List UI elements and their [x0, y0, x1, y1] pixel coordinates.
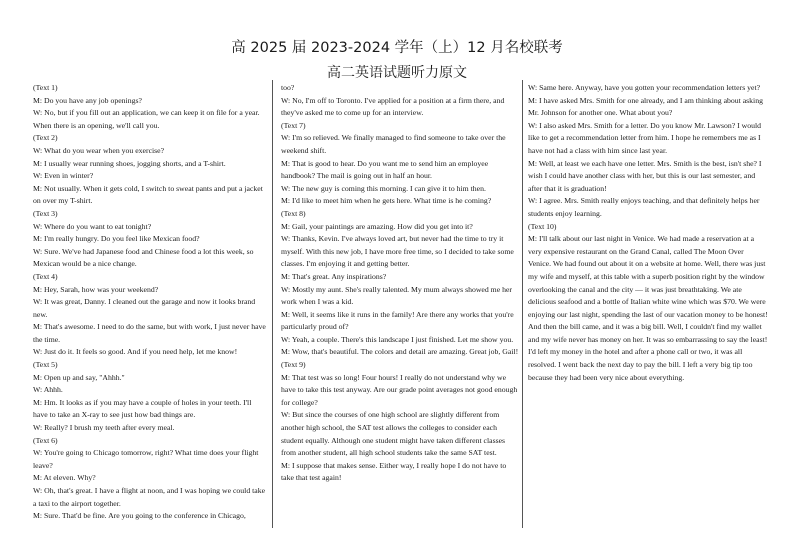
transcript-line: M: Not usually. When it gets cold, I switch to sweat pants and put a jacket on over my T-shirt. — [33, 183, 263, 206]
transcript-line: W: Really? I brush my teeth after every meal. — [33, 423, 175, 433]
transcript-line: W: I'm so relieved. We finally managed to find someone to take over the weekend shift. — [281, 133, 506, 155]
transcript-line: W: You're going to Chicago tomorrow, right? What time does your flight leave? — [33, 448, 259, 470]
transcript-line: W: No, I'm off to Toronto. I've applied for a position at a firm there, and they've asked me to come up for an interview. — [281, 95, 505, 118]
transcript-line: M: Hm. It looks as if you may have a couple of holes in your teeth. I'll have to take an X-ray to see just how bad things are. — [33, 397, 252, 420]
transcript-line: (Text 4) — [33, 271, 58, 281]
transcript-line: M: Well, at least we each have one letter. Mrs. Smith is the best, isn't she? I wish I could have another class with her, but this is our last semester, and after that it is graduation! — [528, 158, 762, 193]
transcript-line: (Text 2) — [33, 133, 58, 143]
transcript-line: W: Where do you want to eat tonight? — [33, 221, 152, 231]
transcript-line: M: I usually wear running shoes, jogging shorts, and a T-shirt. — [33, 158, 226, 168]
transcript-line: W: But since the courses of one high school are slightly different from another high school, the SAT test allows the colleges to consider each student equally. Although one student might have taken different classes from another student, all high school students take the same SAT test. — [281, 410, 506, 458]
transcript-line: (Text 10) — [528, 221, 557, 231]
transcript-column-1 — [33, 82, 267, 530]
transcript-line: M: I'd like to meet him when he gets here. What time is he coming? — [281, 196, 492, 206]
transcript-line: M: Sure. That'd be fine. Are you going to the conference in Chicago, — [33, 511, 246, 521]
transcript-line: (Text 3) — [33, 208, 58, 218]
transcript-line: M: That test was so long! Four hours! I really do not understand why we have to take this test anyway. Are our grade point averages not good enough for college? — [281, 372, 518, 407]
page-subtitle: 高二英语试题听力原文 — [327, 65, 467, 81]
transcript-line: M: That's great. Any inspirations? — [281, 271, 387, 281]
transcript-line: W: The new guy is coming this morning. I can give it to him then. — [281, 183, 486, 193]
transcript-line: M: I'm really hungry. Do you feel like Mexican food? — [33, 234, 200, 244]
transcript-column-2 — [281, 82, 519, 530]
transcript-line: W: I also asked Mrs. Smith for a letter. Do you know Mr. Lawson? I would like to get a recommendation letter from him. I hope he remembers me as I have not had a class with him since last year. — [528, 120, 762, 155]
transcript-line: W: It was great, Danny. I cleaned out the garage and now it looks brand new. — [33, 297, 256, 319]
transcript-line: M: I have asked Mrs. Smith for one already, and I am thinking about asking Mr. Johnson for another one. What about you? — [528, 95, 763, 118]
transcript-line: M: That is good to hear. Do you want me to send him an employee handbook? The mail is going out in half an hour. — [281, 158, 489, 181]
transcript-line: W: Oh, that's great. I have a flight at noon, and I was hoping we could take a taxi to the airport together. — [33, 486, 266, 508]
page-title: 高 2025 届 2023-2024 学年（上）12 月名校联考 — [231, 40, 563, 56]
transcript-line: M: That's awesome. I need to do the same, but with work, I just never have the time. — [33, 322, 266, 344]
transcript-line: (Text 5) — [33, 360, 58, 370]
transcript-line: M: I suppose that makes sense. Either way, I really hope I do not have to take that test again! — [281, 460, 507, 483]
column-divider — [522, 80, 523, 528]
transcript-line: W: Yeah, a couple. There's this landscape I just finished. Let me show you. — [281, 334, 514, 344]
transcript-line: W: Same here. Anyway, have you gotten your recommendation letters yet? — [528, 83, 761, 92]
transcript-line: W: No, but if you fill out an application, we can keep it on file for a year. When there is an opening, we'll call you. — [33, 108, 260, 130]
transcript-line: M: Wow, that's beautiful. The colors and detail are amazing. Great job, Gail! — [281, 347, 519, 357]
transcript-line: W: Even in winter? — [33, 171, 94, 181]
transcript-line: W: Thanks, Kevin. I've always loved art, but never had the time to try it myself. With this new job, I have more free time, so I decided to take some classes. I'm enjoying it and getting better. — [281, 234, 514, 269]
transcript-line: W: Just do it. It feels so good. And if you need help, let me know! — [33, 347, 238, 357]
transcript-line: (Text 1) — [33, 83, 58, 92]
transcript-line: (Text 7) — [281, 120, 306, 130]
transcript-line: W: Ahhh. — [33, 385, 63, 395]
transcript-line: M: I'll talk about our last night in Venice. We had made a reservation at a very expensive restaurant on the Grand Canal, called The Moon Over Venice. We had found out about it on a website at home. Well, there was just my wife and myself, at this table with a superb position right by the window overlooking the canal and the city — it was just breathtaking. We ate delicious seafood and a bottle of Italian white wine which was $70. We were enjoying our last night, spending the last of our vacation money to be honest! And then the bill came, and it was a big bill. Well, I couldn't find my wallet and my wife never has money on her. It was so embarrassing to say the least! I'd left my money in the hotel and after a phone call or two, it was all resolved. I went back the next day to pay the bill. I left a very big tip too because they had been very nice about everything. — [528, 234, 768, 382]
transcript-line: W: Sure. We've had Japanese food and Chinese food a lot this week, so Mexican would be a nice change. — [33, 246, 254, 269]
transcript-line: (Text 6) — [33, 435, 58, 445]
transcript-line: M: Gail, your paintings are amazing. How did you get into it? — [281, 221, 473, 231]
transcript-column-3 — [528, 82, 768, 530]
transcript-line: W: I agree. Mrs. Smith really enjoys teaching, and that definitely helps her students enjoy learning. — [528, 196, 760, 218]
transcript-line: M: Hey, Sarah, how was your weekend? — [33, 284, 159, 294]
transcript-line: (Text 9) — [281, 360, 306, 370]
transcript-line: M: Open up and say, "Ahhh." — [33, 372, 125, 382]
transcript-line: M: Well, it seems like it runs in the family! Are there any works that you're particularly proud of? — [281, 309, 514, 332]
transcript-line: (Text 8) — [281, 208, 306, 218]
transcript-line: too? — [281, 83, 295, 92]
transcript-line: W: Mostly my aunt. She's really talented. My mum always showed me her work when I was a kid. — [281, 284, 512, 307]
column-divider — [272, 80, 273, 528]
transcript-line: M: Do you have any job openings? — [33, 95, 142, 105]
transcript-line: M: At eleven. Why? — [33, 473, 96, 483]
transcript-line: W: What do you wear when you exercise? — [33, 145, 165, 155]
